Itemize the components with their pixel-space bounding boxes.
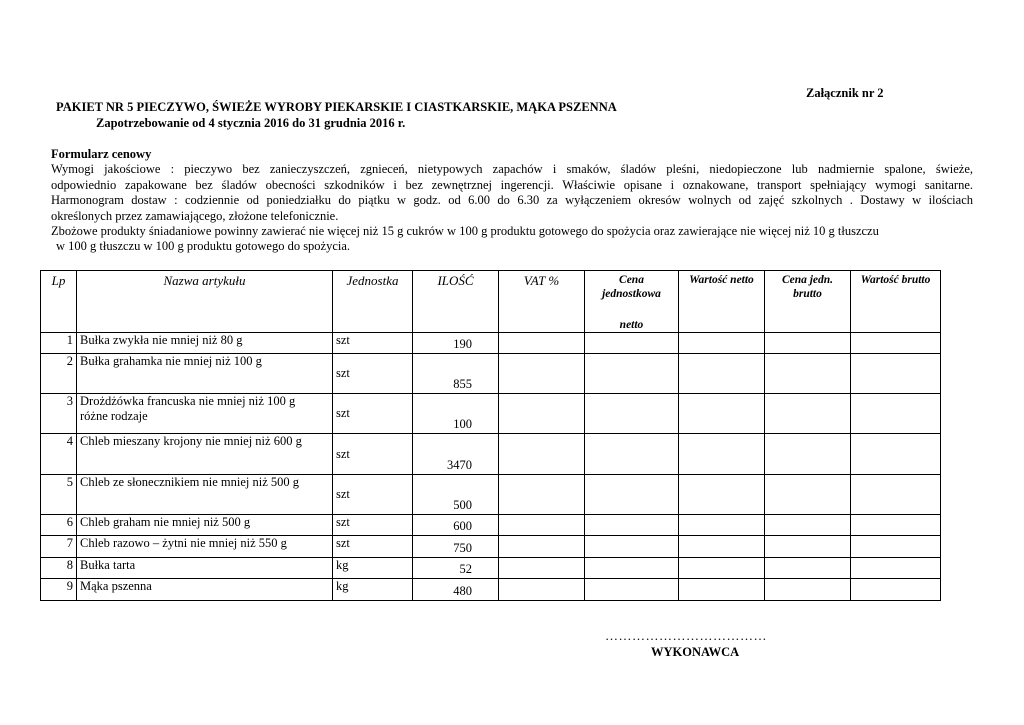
- row-unit: szt: [333, 475, 413, 515]
- row-net-value-cell[interactable]: [679, 475, 765, 515]
- row-gross-unit-cell[interactable]: [765, 434, 851, 475]
- row-unit: szt: [333, 333, 413, 354]
- delivery-line-1: Harmonogram dostaw : codziennie od poniedziałku do piątku w godz. od 6.00 do 6.30 za wyłączeniem okresów wolnych od zajęć szkolnych . Dostawy w ilościach: [51, 193, 973, 207]
- row-quantity: 480: [413, 579, 499, 601]
- header-unit-price-line2: jednostkowa: [602, 288, 661, 300]
- row-quantity: 500: [413, 475, 499, 515]
- row-unit: szt: [333, 434, 413, 475]
- row-vat-cell[interactable]: [499, 558, 585, 579]
- document-title: PAKIET NR 5 PIECZYWO, ŚWIEŻE WYROBY PIEKARSKIE I CIASTKARSKIE, MĄKA PSZENNA: [56, 100, 617, 114]
- row-gross-value-cell[interactable]: [851, 558, 941, 579]
- signature-label: WYKONAWCA: [651, 645, 740, 659]
- row-quantity: 750: [413, 536, 499, 558]
- requirements-line-2: odpowiednio zapakowane bez śladów obecności szkodników i bez zewnętrznej ingerencji. Właściwie opisane i oznakowane, transport spełniający wymogi sanitarne.: [51, 178, 973, 192]
- row-vat-cell[interactable]: [499, 475, 585, 515]
- row-gross-unit-cell[interactable]: [765, 354, 851, 394]
- row-gross-unit-cell[interactable]: [765, 475, 851, 515]
- row-vat-cell[interactable]: [499, 579, 585, 601]
- table-row: [41, 579, 941, 601]
- row-gross-unit-cell[interactable]: [765, 579, 851, 601]
- table-header-row: [41, 271, 941, 333]
- row-quantity: 52: [413, 558, 499, 579]
- header-lp: Lp: [41, 271, 77, 333]
- row-item-name: Chleb mieszany krojony nie mniej niż 600 g: [77, 434, 333, 475]
- header-unit-price-line1: Cena: [619, 274, 644, 286]
- header-unit-price-line3: netto: [619, 319, 644, 331]
- header-gross-unit-line2: brutto: [793, 288, 822, 300]
- row-net-value-cell[interactable]: [679, 354, 765, 394]
- header-unit-price: [585, 271, 679, 333]
- header-gross-unit-price: [765, 271, 851, 333]
- row-item-name: Chleb razowo – żytni nie mniej niż 550 g: [77, 536, 333, 558]
- row-unit-price-cell[interactable]: [585, 515, 679, 536]
- row-quantity: 190: [413, 333, 499, 354]
- row-quantity: 3470: [413, 434, 499, 475]
- header-net-value: Wartość netto: [679, 271, 765, 333]
- row-net-value-cell[interactable]: [679, 394, 765, 434]
- row-quantity: 855: [413, 354, 499, 394]
- row-gross-unit-cell[interactable]: [765, 558, 851, 579]
- row-unit: kg: [333, 579, 413, 601]
- price-table: [40, 270, 941, 601]
- row-gross-value-cell[interactable]: [851, 536, 941, 558]
- header-unit: Jednostka: [333, 271, 413, 333]
- row-lp: 4: [41, 434, 77, 475]
- row-gross-value-cell[interactable]: [851, 515, 941, 536]
- table-row: [41, 354, 941, 394]
- period-subtitle: Zapotrzebowanie od 4 stycznia 2016 do 31 grudnia 2016 r.: [96, 116, 406, 130]
- row-net-value-cell[interactable]: [679, 579, 765, 601]
- row-item-name-cell: [77, 394, 333, 434]
- requirements-line-1: Wymogi jakościowe : pieczywo bez zanieczyszczeń, zgnieceń, nietypowych zapachów i smaków, śladów pleśni, niedopieczone lub nadmiernie spalone, świeże,: [51, 162, 973, 176]
- table-row: [41, 558, 941, 579]
- signature-line: ………………………………: [605, 628, 767, 643]
- table-row: [41, 434, 941, 475]
- row-item-name: Bułka grahamka nie mniej niż 100 g: [77, 354, 333, 394]
- row-item-name-line2: różne rodzaje: [80, 409, 148, 423]
- row-lp: 8: [41, 558, 77, 579]
- row-net-value-cell[interactable]: [679, 515, 765, 536]
- row-gross-unit-cell[interactable]: [765, 536, 851, 558]
- header-quantity: ILOŚĆ: [413, 271, 499, 333]
- row-net-value-cell[interactable]: [679, 558, 765, 579]
- row-unit-price-cell[interactable]: [585, 536, 679, 558]
- row-vat-cell[interactable]: [499, 434, 585, 475]
- table-row: [41, 536, 941, 558]
- row-quantity: 600: [413, 515, 499, 536]
- row-unit: kg: [333, 558, 413, 579]
- row-net-value-cell[interactable]: [679, 536, 765, 558]
- row-net-value-cell[interactable]: [679, 333, 765, 354]
- row-lp: 6: [41, 515, 77, 536]
- row-unit: szt: [333, 515, 413, 536]
- row-vat-cell[interactable]: [499, 536, 585, 558]
- row-vat-cell[interactable]: [499, 333, 585, 354]
- annex-label: Załącznik nr 2: [806, 86, 884, 100]
- row-quantity: 100: [413, 394, 499, 434]
- row-gross-value-cell[interactable]: [851, 333, 941, 354]
- table-row: [41, 333, 941, 354]
- header-gross-unit-line1: Cena jedn.: [781, 274, 834, 286]
- row-unit-price-cell[interactable]: [585, 558, 679, 579]
- row-gross-value-cell[interactable]: [851, 434, 941, 475]
- table-row: [41, 475, 941, 515]
- row-unit: szt: [333, 394, 413, 434]
- row-unit-price-cell[interactable]: [585, 434, 679, 475]
- row-unit-price-cell[interactable]: [585, 475, 679, 515]
- row-gross-value-cell[interactable]: [851, 579, 941, 601]
- row-gross-value-cell[interactable]: [851, 475, 941, 515]
- row-item-name: Mąka pszenna: [77, 579, 333, 601]
- row-item-name: Bułka tarta: [77, 558, 333, 579]
- table-row: [41, 394, 941, 434]
- row-unit: szt: [333, 354, 413, 394]
- row-unit-price-cell[interactable]: [585, 354, 679, 394]
- row-gross-unit-cell[interactable]: [765, 394, 851, 434]
- header-vat: VAT %: [499, 271, 585, 333]
- row-lp: 2: [41, 354, 77, 394]
- header-name: Nazwa artykułu: [77, 271, 333, 333]
- row-lp: 9: [41, 579, 77, 601]
- row-lp: 1: [41, 333, 77, 354]
- row-vat-cell[interactable]: [499, 515, 585, 536]
- row-item-name: Drożdżówka francuska nie mniej niż 100 g: [80, 394, 296, 408]
- row-lp: 7: [41, 536, 77, 558]
- row-net-value-cell[interactable]: [679, 434, 765, 475]
- row-gross-value-cell[interactable]: [851, 354, 941, 394]
- row-gross-value-cell[interactable]: [851, 394, 941, 434]
- form-heading: Formularz cenowy: [51, 147, 152, 161]
- row-item-name: Chleb graham nie mniej niż 500 g: [77, 515, 333, 536]
- cereal-line-2: w 100 g tłuszczu w 100 g produktu gotowego do spożycia.: [56, 239, 351, 253]
- row-unit-price-cell[interactable]: [585, 579, 679, 601]
- row-lp: 3: [41, 394, 77, 434]
- table-row: [41, 515, 941, 536]
- row-unit: szt: [333, 536, 413, 558]
- cereal-line-1: Zbożowe produkty śniadaniowe powinny zawierać nie więcej niż 15 g cukrów w 100 g produktu gotowego do spożycia oraz zawierające nie więcej niż 10 g tłuszczu: [51, 224, 879, 238]
- row-gross-unit-cell[interactable]: [765, 333, 851, 354]
- row-gross-unit-cell[interactable]: [765, 515, 851, 536]
- header-gross-value: Wartość brutto: [851, 271, 941, 333]
- row-vat-cell[interactable]: [499, 394, 585, 434]
- row-item-name: Chleb ze słonecznikiem nie mniej niż 500 g: [77, 475, 333, 515]
- row-unit-price-cell[interactable]: [585, 394, 679, 434]
- row-vat-cell[interactable]: [499, 354, 585, 394]
- row-item-name: Bułka zwykła nie mniej niż 80 g: [77, 333, 333, 354]
- row-unit-price-cell[interactable]: [585, 333, 679, 354]
- row-lp: 5: [41, 475, 77, 515]
- delivery-line-2: określonych przez zamawiającego, złożone telefonicznie.: [51, 209, 339, 223]
